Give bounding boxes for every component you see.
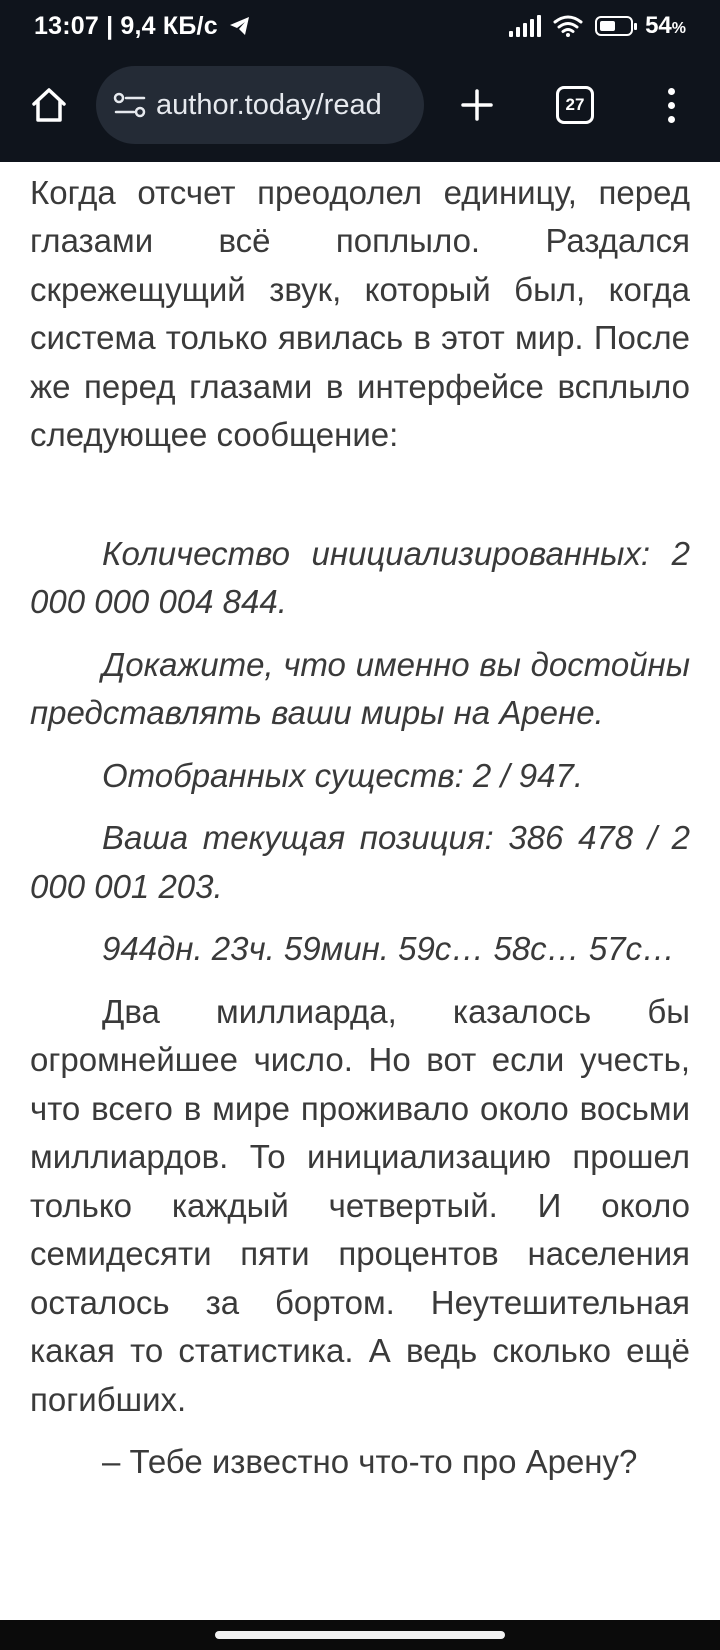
- address-bar[interactable]: [96, 66, 424, 144]
- home-button[interactable]: [24, 80, 74, 130]
- article-text: [30, 120, 690, 1501]
- battery-fill: [600, 21, 615, 31]
- article-paragraph: Когда отсчет преодолел единицу, перед глазами всё поплыло. Раздался скрежещущий звук, который был, когда система только явилась в этот мир. После же перед глазами в интерфейсе всплыло следующее сообщение:: [30, 173, 690, 453]
- article-paragraph: 944дн. 23ч. 59мин. 59с… 58с… 57с…: [102, 930, 676, 967]
- article-paragraph: Два миллиарда, казалось бы огромнейшее число. Но вот если учесть, что всего в мире проживало около восьми миллиардов. То инициализацию прошел только каждый четвертый. И около семидесяти пяти процентов населения осталось за бортом. Неутешительная какая то статистика. А ведь сколько ещё погибших.: [30, 992, 690, 1418]
- tab-switcher-button[interactable]: [556, 86, 594, 124]
- wifi-icon: [553, 15, 583, 37]
- system-navigation-bar: [0, 1620, 720, 1650]
- browser-top-bar: [0, 0, 720, 162]
- status-time-speed: 13:07 | 9,4 КБ/с: [34, 12, 218, 40]
- article-paragraph: Отобранных существ: 2 / 947.: [102, 756, 584, 794]
- home-icon: [29, 85, 69, 125]
- more-menu-button[interactable]: [654, 80, 688, 130]
- tab-count: 27: [565, 95, 585, 114]
- status-right: [509, 12, 686, 40]
- new-tab-button[interactable]: [452, 80, 502, 130]
- gesture-handle[interactable]: [215, 1631, 505, 1639]
- article-paragraph: Ваша текущая позиция: 386 478 / 2 000 001 203.: [30, 819, 690, 905]
- telegram-icon: [229, 16, 251, 36]
- more-menu-icon-dot: [668, 102, 675, 109]
- more-menu-icon-dot: [668, 116, 675, 123]
- article-paragraph: Докажите, что именно вы достойны представлять ваши миры на Арене.: [30, 645, 690, 731]
- article-paragraph: – Тебе известно что-то про Арену?: [102, 1443, 638, 1480]
- site-settings-icon[interactable]: [112, 90, 148, 120]
- battery-percent: 54%: [645, 12, 686, 39]
- paragraph-gap: [30, 474, 690, 530]
- url-text[interactable]: author.today/read: [156, 88, 382, 121]
- new-tab-icon: [460, 88, 494, 122]
- browser-toolbar: [0, 62, 720, 148]
- status-bar: [0, 0, 720, 56]
- battery-icon: [595, 16, 633, 36]
- status-time: [34, 12, 251, 41]
- signal-icon: [509, 15, 541, 37]
- article-paragraph: Количество инициализированных: 2 000 000 004 844.: [30, 534, 690, 620]
- more-menu-icon-dot: [668, 88, 675, 95]
